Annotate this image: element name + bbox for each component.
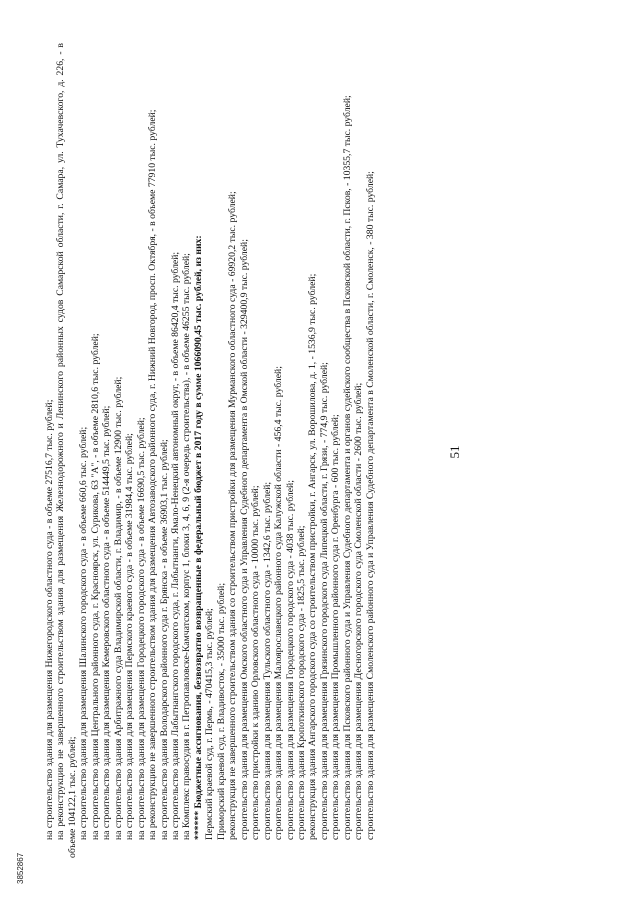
paragraph: на реконструкцию не завершенного строительством здания для размещения Железнодорожного и Ленинского районных судов Самарской области, г. Самара, ул. Тухачевского, д. 226, - в объеме 104122,1 тыс. рублей;: [55, 43, 78, 858]
paragraph: строительство здания для Псковского районного суда и Управления Судебного департамента и органов судейского сообщества в Псковской области, г. Псков, - 10355,7 тыс. рублей;: [341, 95, 353, 840]
paragraph: на Комплекс правосудия в г. Петропавловске-Камчатском, корпус 1, блоки 3, 4, 6, 9 (2-я очередь строительства), - в объеме 46255 тыс. рублей;: [181, 253, 193, 840]
paragraph: реконструкция не завершенного строительством здания со строительством пристройки для размещения Мурманского областного суда - 69920,2 тыс. рублей;: [227, 191, 239, 840]
paragraph: на строительство здания Арбитражного суда Владимирской области, г. Владимир, - в объеме 12900 тыс. рублей;: [112, 376, 124, 840]
paragraph: строительство здания для размещения Промышленного районного суда г. Оренбурга - 600 тыс. рублей;: [330, 414, 342, 840]
paragraph: строительство здания для размещения Тульского областного суда - 1342,6 тыс. рублей;: [261, 481, 273, 840]
paragraph: строительство здания для размещения Десногорского городского суда Смоленской области - 2600 тыс. рублей;: [353, 382, 365, 840]
paragraph: строительство здания для размещения Грязинского городского суда Липецкой области, г. Грязи, - 774,9 тыс. рублей;: [318, 362, 330, 840]
paragraph: строительство здания Кропоткинского городского суда - 1825,5 тыс. рублей;: [295, 525, 307, 840]
paragraph: строительство здания для размещения Смоленского районного суда и Управления Судебного департамента в Смоленской области, г. Смоленск, - 380 тыс. рублей;: [364, 171, 376, 840]
paragraph: на строительство здания Центрального районного суда, г. Красноярск, ул. Сурикова, 63 "А", - в объеме 2810,6 тыс. рублей;: [89, 333, 101, 840]
paragraph: на строительство здания для размещения Нижегородского областного суда - в объеме 27516,7 тыс. рублей;: [44, 399, 55, 840]
paragraph: строительство здания для размещения Малоярославецкого районного суда Калужской области - 456,4 тыс. рублей;: [273, 366, 285, 840]
document-code: 3852867: [16, 852, 25, 884]
paragraph: на строительство здания Володарского районного суда г. Брянска - в объеме 36903,1 тыс. рублей;: [158, 439, 170, 840]
paragraph: на строительство здания Лабытнангского городского суда, г. Лабытнанги, Ямало-Ненецкий автономный округ, - в объеме 86420,4 тыс. рублей;: [169, 251, 181, 840]
paragraph: строительство здания для размещения Омского областного суда и Управления Судебного департамента в Омской области - 329400,9 тыс. рублей;: [238, 239, 250, 840]
footnote-heading: ****** Бюджетные ассигнования, безвозвратно возвращенные в федеральный бюджет в 2017 году в сумме 1066090,45 тыс. рублей, из них:: [192, 235, 204, 840]
paragraph: строительство пристройки к зданию Орловского областного суда - 10000 тыс. рублей;: [250, 485, 262, 840]
rotated-page-content: [44, 43, 544, 858]
paragraph: Приморский краевой суд, г. Владивосток, - 35000 тыс. рублей;: [215, 582, 227, 840]
paragraph: строительство здания для размещения Городецкого городского суда - 4038 тыс. рублей;: [284, 480, 296, 840]
paragraph: на реконструкцию не завершенного строительством здания для размещения Автозаводского районного суда, г. Нижний Новгород, просп. Октября, - в объеме 77910 тыс. рублей;: [147, 109, 159, 840]
paragraph: на строительство здания для размещения Шалинского городского суда - в объеме 660,6 тыс. рублей;: [78, 426, 90, 840]
paragraph: на строительство здания для размещения Городецкого городского суда - в объеме 16690,5 тыс. рублей;: [135, 417, 147, 840]
page-number: 51: [447, 445, 462, 459]
paragraph: реконструкция здания Ангарского городского суда со строительством пристройки, г. Ангарск, ул. Ворошилова, д. 1, - 1536,9 тыс. рублей;: [307, 273, 319, 840]
paragraph: на строительство здания для размещения Кемеровского областного суда - в объеме 514449,5 тыс. рублей;: [101, 405, 113, 840]
paragraph: на строительство здания для размещения Пермского краевого суда - в объеме 31984,4 тыс. рублей;: [124, 433, 136, 840]
document-body: [44, 43, 376, 858]
paragraph: Пермский краевой суд, г. Пермь, - 470415,3 тыс. рублей;: [204, 608, 216, 840]
